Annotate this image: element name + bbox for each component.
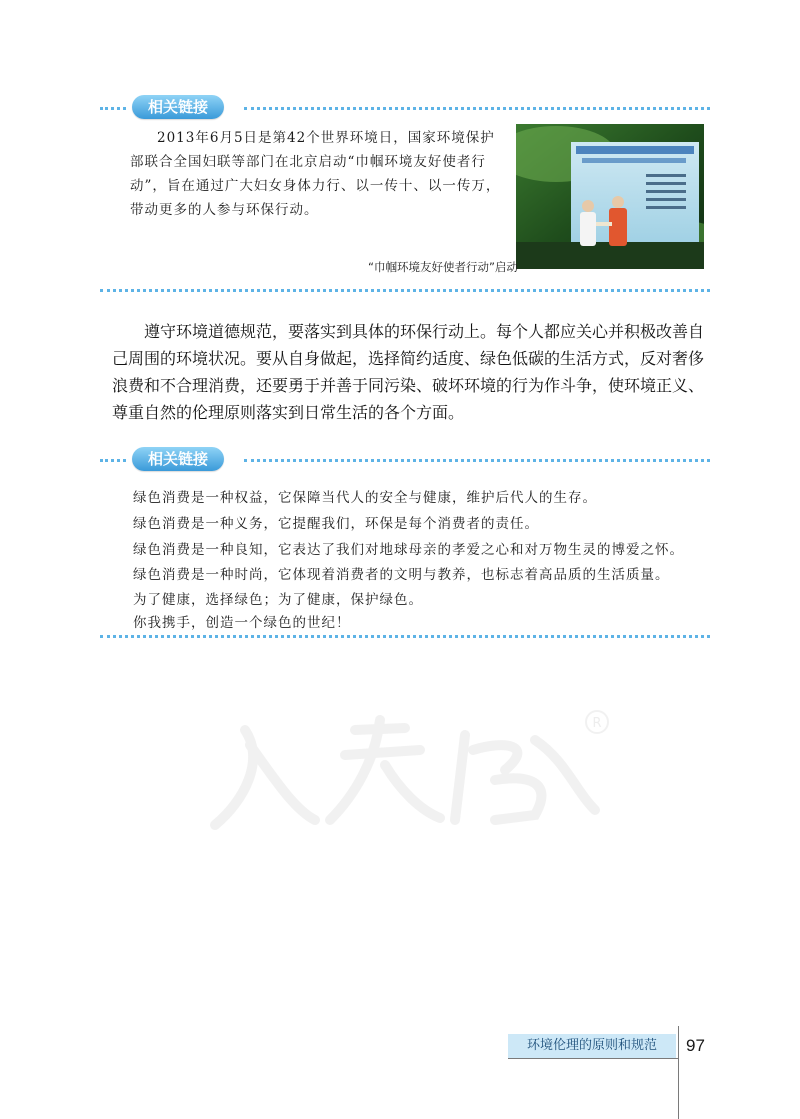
dotted-divider-box2-right [244,459,710,462]
publisher-watermark-logo [205,700,625,840]
photo-caption: “巾帼环境友好使者行动”启动 [368,260,518,274]
dotted-divider-box2-left [100,459,126,462]
dotted-divider-box1-bottom [100,289,710,292]
page-number: 97 [686,1036,705,1055]
svg-text:R: R [592,716,602,731]
list-item: 绿色消费是一种时尚，它体现着消费者的文明与教养，也标志着高品质的生活质量。 [133,567,670,583]
list-item: 绿色消费是一种良知，它表达了我们对地球母亲的孝爱之心和对万物生灵的博爱之怀。 [133,542,684,558]
dotted-divider-box2-bottom [100,635,710,638]
box1-paragraph: 2013年6月5日是第42个世界环境日，国家环境保护部联合全国妇联等部门在北京启动“巾帼环境友好使者行动”，旨在通过广大妇女身体力行、以一传十、以一传万，带动更多的人参与环保行动。 [130,130,501,218]
list-item: 绿色消费是一种权益，它保障当代人的安全与健康，维护后代人的生存。 [133,490,597,506]
main-paragraph: 遵守环境道德规范，要落实到具体的环保行动上。每个人都应关心并积极改善自己周围的环境状况。要从自身做起，选择简约适度、绿色低碳的生活方式，反对奢侈浪费和不合理消费，还要勇于并善于同污染、破坏环境的行为作斗争，使环境正义、尊重自然的伦理原则落实到日常生活的各个方面。 [112,322,705,422]
dotted-divider-top-right [244,107,710,110]
dotted-divider-top-left [100,107,126,110]
event-photo [516,124,704,269]
related-link-badge: 相关链接 [132,95,224,119]
list-item: 为了健康，选择绿色；为了健康，保护绿色。 [133,592,423,608]
list-item: 你我携手，创造一个绿色的世纪！ [133,615,351,631]
related-link-badge-2: 相关链接 [132,447,224,471]
list-item: 绿色消费是一种义务，它提醒我们，环保是每个消费者的责任。 [133,516,539,532]
footer-section-title: 环境伦理的原则和规范 [508,1034,676,1058]
footer-vertical-rule [678,1026,679,1119]
footer-horizontal-rule [508,1058,678,1059]
